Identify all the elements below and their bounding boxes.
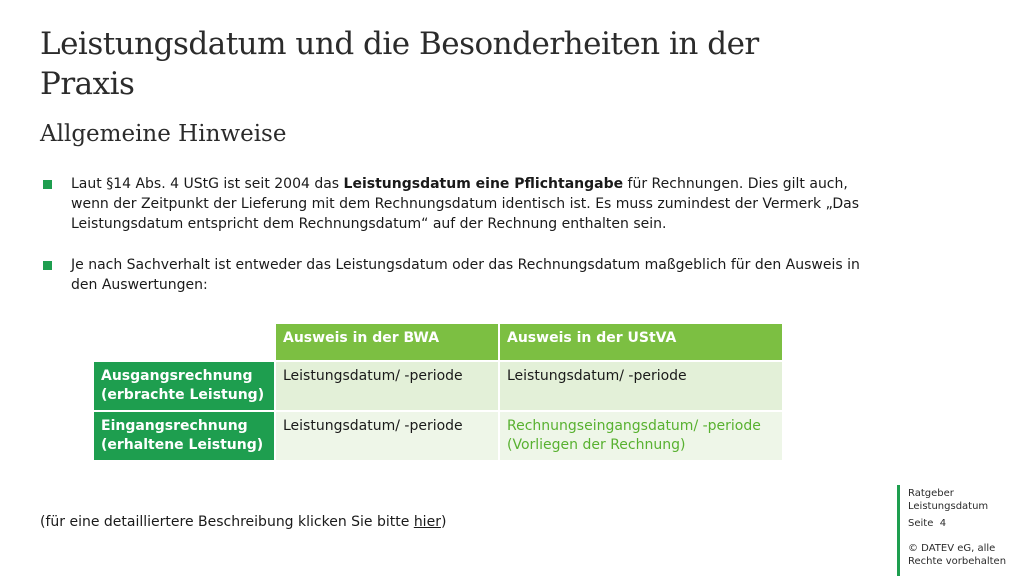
bullet-list xyxy=(40,174,860,316)
row-header-line: (erbrachte Leistung) xyxy=(101,387,265,403)
column-header-ustva: Ausweis in der UStVA xyxy=(500,324,782,360)
square-bullet-icon xyxy=(43,180,52,189)
sidebar-copyright: © DATEV eG, alle Rechte vorbehalten xyxy=(908,543,1007,567)
table-cell xyxy=(500,362,782,410)
bullet-text: Je nach Sachverhalt ist entweder das Leistungsdatum oder das Rechnungsdatum maßgeblich für den Ausweis in den Auswertungen: xyxy=(71,257,860,293)
bullet-text xyxy=(71,174,860,234)
square-bullet-icon xyxy=(43,261,52,270)
table-cell-highlight xyxy=(500,412,782,460)
page-label: Seite xyxy=(908,518,934,529)
column-header-bwa: Ausweis in der BWA xyxy=(276,324,498,360)
slide-subtitle: Allgemeine Hinweise xyxy=(40,121,287,147)
cell-line: Rechnungseingangsdatum/ -periode xyxy=(507,418,761,434)
sidebar-page xyxy=(908,517,946,530)
ausweis-table xyxy=(92,322,784,462)
bullet-text-post: für Rechnungen. Dies gilt auch, wenn der Zeitpunkt der Lieferung mit dem Rechnungsdatum identisch ist. Es muss zumindest der Vermerk „Das Leistungsdatum entspricht dem Rechnungsdatum“ auf der Rechnung enthalten sein. xyxy=(71,176,859,232)
row-header-eingangsrechnung xyxy=(94,412,274,460)
table-header-row xyxy=(94,324,782,360)
bullet-text-pre: Laut §14 Abs. 4 UStG ist seit 2004 das xyxy=(71,176,344,192)
table-cell: Leistungsdatum/ -periode xyxy=(276,412,498,460)
slide-title: Leistungsdatum und die Besonderheiten in der Praxis xyxy=(40,26,759,102)
footnote xyxy=(40,512,446,532)
table-row xyxy=(94,412,782,460)
sidebar-divider xyxy=(897,485,900,576)
bullet-item xyxy=(40,255,860,295)
row-header-line: (erhaltene Leistung) xyxy=(101,437,264,453)
cell-line: Leistungsdatum/ -periode xyxy=(507,368,687,384)
bullet-item xyxy=(40,174,860,234)
footnote-text: (für eine detailliertere Beschreibung klicken Sie bitte xyxy=(40,514,414,530)
row-header-line: Eingangsrechnung xyxy=(101,418,248,434)
page-number: 4 xyxy=(939,518,947,529)
detail-link[interactable]: hier xyxy=(413,514,441,530)
row-header-ausgangsrechnung xyxy=(94,362,274,410)
table-row xyxy=(94,362,782,410)
cell-line: (Vorliegen der Rechnung) xyxy=(507,437,686,453)
row-header-line: Ausgangsrechnung xyxy=(101,368,253,384)
footnote-text-end: ) xyxy=(440,514,447,530)
table-corner-cell xyxy=(94,324,274,360)
sidebar-doc-title: Ratgeber Leistungsdatum xyxy=(908,488,989,512)
bullet-text-bold: Leistungsdatum eine Pflichtangabe xyxy=(343,176,624,192)
table-cell: Leistungsdatum/ -periode xyxy=(276,362,498,410)
